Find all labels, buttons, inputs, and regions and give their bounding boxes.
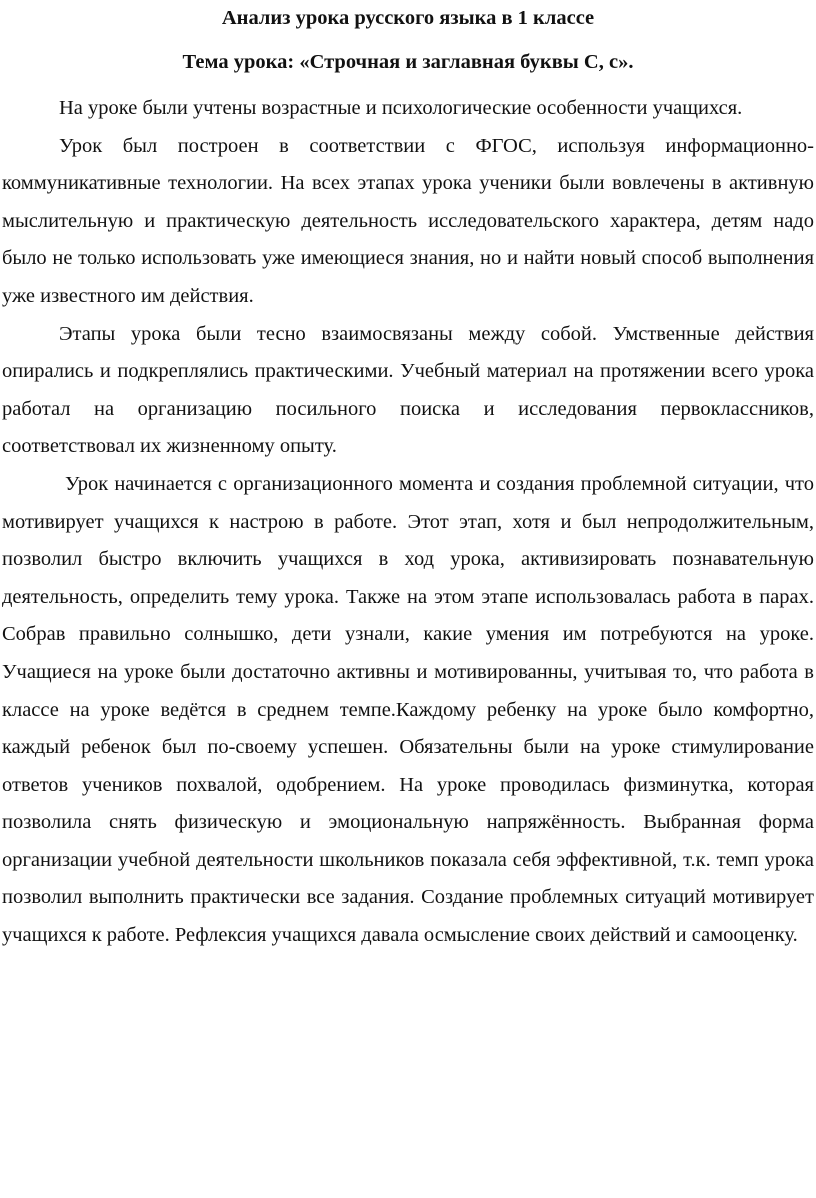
paragraph-4: Урок начинается с организационного момента и создания проблемной ситуации, что мотивирует учащихся к настрою в работе. Этот этап, хотя и был непродолжительным, позволил быстро включить учащихся в ход урока, активизировать познавательную деятельность, определить тему урока. Также на этом этапе использовалась работа в парах. Собрав правильно солнышко, дети узнали, какие умения им потребуются на уроке. Учащиеся на уроке были достаточно активны и мотивированны, учитывая то, что работа в классе на уроке ведётся в среднем темпе.Каждому ребенку на уроке было комфортно, каждый ребенок был по-своему успешен. Обязательны были на уроке стимулирование ответов учеников похвалой, одобрением. На уроке проводилась физминутка, которая позволила снять физическую и эмоциональную напряжённость. Выбранная форма организации учебной деятельности школьников показала себя эффективной, т.к. темп урока позволил выполнить практически все задания. Создание проблемных ситуаций мотивирует учащихся к работе. Рефлексия учащихся давала осмысление своих действий и самооценку. (2, 472, 814, 947)
paragraph-3: Этапы урока были тесно взаимосвязаны между собой. Умственные действия опирались и подкреплялись практическими. Учебный материал на протяжении всего урока работал на организацию посильного поиска и исследования первоклассников, соответствовал их жизненному опыту. (2, 322, 814, 458)
lesson-topic: Тема урока: «Строчная и заглавная буквы С, с». (182, 51, 634, 73)
document-title: Анализ урока русского языка в 1 классе (221, 7, 595, 29)
paragraph-1: На уроке были учтены возрастные и психологические особенности учащихся. (59, 97, 743, 119)
paragraph-2: Урок был построен в соответствии с ФГОС, используя информационно-коммуникативные технологии. На всех этапах урока ученики были вовлечены в активную мыслительную и практическую деятельность исследовательского характера, детям надо было не только использовать уже имеющиеся знания, но и найти новый способ выполнения уже известного им действия. (2, 134, 814, 307)
